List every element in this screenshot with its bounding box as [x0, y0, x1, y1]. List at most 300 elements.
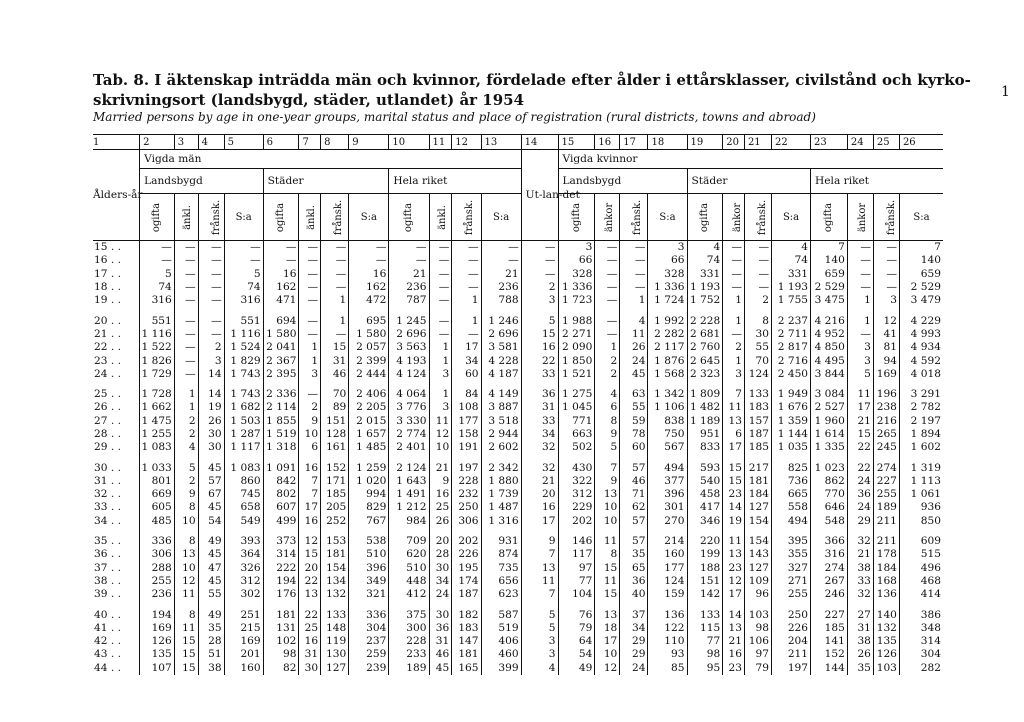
- value-cell: 355: [772, 548, 811, 561]
- value-cell: 665: [772, 488, 811, 501]
- value-cell: —: [299, 328, 321, 341]
- value-cell: 140: [899, 254, 943, 267]
- subheader-label: frånsk.: [632, 199, 644, 236]
- value-cell: 349: [349, 575, 389, 588]
- value-cell: 15: [723, 475, 745, 488]
- value-cell: —: [429, 281, 452, 294]
- value-cell: 4 149: [481, 381, 521, 401]
- value-cell: 7: [299, 488, 321, 501]
- value-cell: 36: [429, 622, 452, 635]
- age-cell: 25 . .: [94, 388, 121, 401]
- value-cell: 182: [452, 601, 481, 621]
- value-cell: 31: [299, 648, 321, 661]
- value-cell: 246: [811, 588, 848, 601]
- value-cell: —: [321, 268, 349, 281]
- value-cell: 32: [847, 528, 873, 548]
- subheader-label: änkor: [604, 202, 616, 233]
- value-cell: 5: [521, 622, 558, 635]
- value-cell: 17: [299, 501, 321, 514]
- value-cell: —: [595, 254, 620, 267]
- value-cell: —: [224, 254, 263, 267]
- value-cell: 1 880: [481, 475, 521, 488]
- value-cell: 11: [723, 528, 745, 548]
- value-cell: 226: [772, 622, 811, 635]
- value-cell: 348: [899, 622, 943, 635]
- value-cell: 1 743: [224, 368, 263, 381]
- value-cell: 3: [847, 341, 873, 354]
- value-cell: 46: [620, 475, 648, 488]
- value-cell: —: [595, 281, 620, 294]
- value-cell: 3 581: [481, 341, 521, 354]
- value-cell: 1 144: [772, 428, 811, 441]
- value-cell: 395: [772, 528, 811, 548]
- value-cell: —: [198, 254, 224, 267]
- value-cell: 1 116: [140, 328, 175, 341]
- age-cell: 26 . .: [94, 401, 121, 414]
- table-subtitle: Married persons by age in one-year groups, marital status and place of registration (rural districts, towns and abroad): [93, 110, 816, 124]
- value-cell: 3: [558, 241, 595, 255]
- value-cell: 331: [772, 268, 811, 281]
- value-cell: 31: [429, 635, 452, 648]
- value-cell: 57: [198, 475, 224, 488]
- value-cell: 658: [224, 501, 263, 514]
- value-cell: —: [389, 254, 429, 267]
- value-cell: 1 743: [224, 381, 263, 401]
- value-cell: 1 949: [772, 381, 811, 401]
- value-cell: 2 271: [558, 328, 595, 341]
- value-cell: 77: [558, 575, 595, 588]
- value-cell: 127: [744, 501, 771, 514]
- value-cell: 30: [198, 441, 224, 454]
- value-cell: 1 568: [648, 368, 687, 381]
- value-cell: 2 057: [349, 341, 389, 354]
- value-cell: 5: [521, 601, 558, 621]
- value-cell: 540: [687, 475, 723, 488]
- value-cell: 227: [811, 601, 848, 621]
- value-cell: 548: [811, 515, 848, 528]
- value-cell: 2 336: [263, 381, 299, 401]
- value-cell: 551: [140, 307, 175, 327]
- value-cell: 1: [174, 401, 198, 414]
- value-cell: —: [429, 254, 452, 267]
- value-cell: 1 809: [687, 381, 723, 401]
- value-cell: 45: [198, 454, 224, 474]
- value-cell: 140: [873, 601, 899, 621]
- value-cell: 74: [224, 281, 263, 294]
- value-cell: 255: [140, 575, 175, 588]
- value-cell: 177: [452, 415, 481, 428]
- value-cell: 502: [558, 441, 595, 454]
- value-cell: 35: [620, 548, 648, 561]
- value-cell: 1 724: [648, 294, 687, 307]
- value-cell: 2 323: [687, 368, 723, 381]
- value-cell: 1 521: [558, 368, 595, 381]
- column-number: 6: [263, 135, 299, 150]
- value-cell: —: [595, 307, 620, 327]
- value-cell: 45: [429, 662, 452, 675]
- value-cell: 29: [847, 515, 873, 528]
- subheader-label: ogifta: [151, 202, 163, 233]
- abroad-header: Ut-lan-det: [521, 150, 558, 241]
- value-cell: 4: [772, 241, 811, 255]
- subheader-label: änkl.: [181, 205, 193, 230]
- value-cell: 250: [452, 501, 481, 514]
- value-cell: 2 205: [349, 401, 389, 414]
- value-cell: 140: [811, 254, 848, 267]
- value-cell: 7: [595, 454, 620, 474]
- value-cell: 35: [847, 662, 873, 675]
- value-cell: 13: [299, 588, 321, 601]
- value-cell: —: [429, 268, 452, 281]
- value-cell: 4 193: [389, 354, 429, 367]
- value-cell: 15: [723, 454, 745, 474]
- value-cell: —: [595, 241, 620, 255]
- value-cell: 21: [847, 548, 873, 561]
- value-cell: 336: [349, 601, 389, 621]
- value-cell: 1 117: [224, 441, 263, 454]
- value-cell: 14: [198, 368, 224, 381]
- value-cell: 496: [899, 562, 943, 575]
- value-cell: 49: [198, 528, 224, 548]
- value-cell: 255: [772, 588, 811, 601]
- value-cell: 1: [429, 381, 452, 401]
- value-cell: —: [263, 254, 299, 267]
- value-cell: —: [723, 254, 745, 267]
- value-cell: 2 228: [687, 307, 723, 327]
- value-cell: —: [521, 241, 558, 255]
- value-cell: 1 988: [558, 307, 595, 327]
- value-cell: 2: [198, 341, 224, 354]
- column-number: 11: [429, 135, 452, 150]
- men-towns-sum-header: [349, 194, 389, 241]
- value-cell: 16: [349, 268, 389, 281]
- value-cell: 1 855: [263, 415, 299, 428]
- value-cell: —: [481, 241, 521, 255]
- value-cell: 41: [873, 328, 899, 341]
- value-cell: 51: [198, 648, 224, 661]
- value-cell: 3: [299, 368, 321, 381]
- value-cell: 159: [648, 588, 687, 601]
- value-cell: 126: [873, 648, 899, 661]
- value-cell: 9: [521, 528, 558, 548]
- value-cell: 79: [744, 662, 771, 675]
- value-cell: 81: [873, 341, 899, 354]
- value-cell: 21: [481, 268, 521, 281]
- value-cell: —: [349, 241, 389, 255]
- value-cell: 1 083: [224, 454, 263, 474]
- value-cell: 1 960: [811, 415, 848, 428]
- value-cell: 251: [224, 601, 263, 621]
- value-cell: —: [174, 281, 198, 294]
- value-cell: —: [452, 241, 481, 255]
- table-row: [93, 268, 943, 281]
- value-cell: —: [174, 328, 198, 341]
- value-cell: 16: [263, 268, 299, 281]
- value-cell: 106: [744, 635, 771, 648]
- value-cell: —: [349, 254, 389, 267]
- value-cell: 833: [687, 441, 723, 454]
- table-row: [93, 428, 943, 441]
- value-cell: 3: [429, 368, 452, 381]
- value-cell: 220: [687, 528, 723, 548]
- value-cell: 211: [873, 528, 899, 548]
- value-cell: 49: [198, 601, 224, 621]
- value-cell: 15: [299, 548, 321, 561]
- value-cell: 130: [321, 648, 349, 661]
- age-cell: 42 . .: [94, 635, 121, 648]
- value-cell: 11: [847, 381, 873, 401]
- value-cell: 3 844: [811, 368, 848, 381]
- value-cell: 143: [744, 548, 771, 561]
- value-cell: 393: [224, 528, 263, 548]
- men-towns-sub-header: [263, 194, 299, 241]
- value-cell: 274: [811, 562, 848, 575]
- men-total-sub-header: [389, 194, 429, 241]
- value-cell: 1 826: [140, 354, 175, 367]
- table-row: [93, 548, 943, 561]
- value-cell: 6: [595, 401, 620, 414]
- value-cell: 40: [620, 588, 648, 601]
- table-row: [93, 341, 943, 354]
- value-cell: —: [429, 241, 452, 255]
- value-cell: 20: [521, 488, 558, 501]
- value-cell: 646: [811, 501, 848, 514]
- value-cell: 2: [174, 415, 198, 428]
- value-cell: 74: [772, 254, 811, 267]
- value-cell: 19: [723, 515, 745, 528]
- value-cell: 375: [389, 601, 429, 621]
- value-cell: 126: [140, 635, 175, 648]
- value-cell: 1 580: [349, 328, 389, 341]
- value-cell: 134: [321, 575, 349, 588]
- value-cell: 1 342: [648, 381, 687, 401]
- table-row: [93, 454, 943, 474]
- women-total-header: Hela riket: [811, 169, 943, 194]
- value-cell: 7: [723, 381, 745, 401]
- men-rural-header: Landsbygd: [140, 169, 264, 194]
- value-cell: 1 020: [349, 475, 389, 488]
- value-cell: 236: [481, 281, 521, 294]
- value-cell: 1 522: [140, 341, 175, 354]
- column-number: 4: [198, 135, 224, 150]
- value-cell: —: [174, 294, 198, 307]
- value-cell: 77: [687, 635, 723, 648]
- value-cell: 146: [558, 528, 595, 548]
- value-cell: 366: [811, 528, 848, 548]
- men-total-sub-header: [429, 194, 452, 241]
- value-cell: —: [299, 381, 321, 401]
- value-cell: 55: [198, 588, 224, 601]
- value-cell: 1: [429, 341, 452, 354]
- women-rural-sub-header: [620, 194, 648, 241]
- value-cell: —: [620, 254, 648, 267]
- value-cell: 33: [521, 368, 558, 381]
- value-cell: 36: [521, 381, 558, 401]
- value-cell: 838: [648, 415, 687, 428]
- value-cell: 96: [744, 588, 771, 601]
- value-cell: 412: [389, 588, 429, 601]
- value-cell: 79: [558, 622, 595, 635]
- value-cell: 233: [389, 648, 429, 661]
- value-cell: 132: [321, 588, 349, 601]
- value-cell: 2 124: [389, 454, 429, 474]
- value-cell: —: [299, 254, 321, 267]
- value-cell: 3: [873, 294, 899, 307]
- women-towns-sub-header: [687, 194, 723, 241]
- value-cell: 1: [299, 354, 321, 367]
- value-cell: 1 193: [772, 281, 811, 294]
- value-cell: 17: [452, 341, 481, 354]
- value-cell: 304: [349, 622, 389, 635]
- value-cell: 694: [263, 307, 299, 327]
- subheader-label: änkor: [732, 202, 744, 233]
- value-cell: 2 944: [481, 428, 521, 441]
- value-cell: 21: [847, 415, 873, 428]
- value-cell: 1 106: [648, 401, 687, 414]
- value-cell: 54: [198, 515, 224, 528]
- value-cell: 237: [349, 635, 389, 648]
- value-cell: 12: [174, 575, 198, 588]
- value-cell: 15: [321, 341, 349, 354]
- value-cell: 65: [620, 562, 648, 575]
- value-cell: —: [299, 307, 321, 327]
- value-cell: 45: [198, 548, 224, 561]
- table-row: [93, 241, 943, 255]
- value-cell: 4 064: [389, 381, 429, 401]
- table-row: [93, 475, 943, 488]
- value-cell: 12: [429, 428, 452, 441]
- value-cell: 22: [299, 601, 321, 621]
- value-cell: 54: [558, 648, 595, 661]
- value-cell: 25: [299, 622, 321, 635]
- value-cell: 771: [558, 415, 595, 428]
- value-cell: 3 563: [389, 341, 429, 354]
- value-cell: 2 529: [899, 281, 943, 294]
- value-cell: 59: [620, 415, 648, 428]
- value-cell: 10: [174, 562, 198, 575]
- value-cell: 288: [140, 562, 175, 575]
- women-rural-sum-header: [648, 194, 687, 241]
- value-cell: 38: [198, 662, 224, 675]
- column-number: 16: [595, 135, 620, 150]
- value-cell: 4 934: [899, 341, 943, 354]
- value-cell: —: [873, 281, 899, 294]
- value-cell: 89: [321, 401, 349, 414]
- value-cell: 1 894: [899, 428, 943, 441]
- value-cell: 860: [224, 475, 263, 488]
- value-cell: 1 475: [140, 415, 175, 428]
- table-row: [93, 601, 943, 621]
- value-cell: 1 255: [140, 428, 175, 441]
- value-cell: 22: [521, 354, 558, 367]
- value-cell: 127: [744, 562, 771, 575]
- value-cell: —: [263, 241, 299, 255]
- table-row: [93, 294, 943, 307]
- table-title: Tab. 8. I äktenskap inträdda män och kvinnor, fördelade efter ålder i ettårsklasser, civilstånd och kyrko-skrivningsort (landsbygd, städer, utlandet) år 1954: [93, 71, 971, 109]
- men-towns-sub-header: [321, 194, 349, 241]
- column-number: 9: [349, 135, 389, 150]
- value-cell: 1 728: [140, 381, 175, 401]
- value-cell: 659: [811, 268, 848, 281]
- table-row: [93, 254, 943, 267]
- age-cell: 30 . .: [94, 461, 121, 474]
- value-cell: 103: [744, 601, 771, 621]
- value-cell: 2 282: [648, 328, 687, 341]
- value-cell: 10: [174, 515, 198, 528]
- table-row: [93, 281, 943, 294]
- value-cell: —: [744, 241, 771, 255]
- value-cell: 169: [873, 368, 899, 381]
- value-cell: 301: [648, 501, 687, 514]
- value-cell: —: [198, 328, 224, 341]
- value-cell: —: [429, 294, 452, 307]
- value-cell: 227: [873, 475, 899, 488]
- subheader-row: [93, 194, 943, 241]
- value-cell: 196: [873, 381, 899, 401]
- value-cell: 9: [595, 428, 620, 441]
- value-cell: 2 367: [263, 354, 299, 367]
- value-cell: 46: [321, 368, 349, 381]
- value-cell: 12: [595, 662, 620, 675]
- value-cell: 3: [429, 401, 452, 414]
- value-cell: 3 518: [481, 415, 521, 428]
- value-cell: —: [321, 281, 349, 294]
- table-row: [93, 588, 943, 601]
- column-number-row: [93, 135, 943, 150]
- value-cell: 26: [198, 415, 224, 428]
- value-cell: —: [847, 254, 873, 267]
- value-cell: 2 406: [349, 381, 389, 401]
- value-cell: 2 342: [481, 454, 521, 474]
- value-cell: —: [299, 294, 321, 307]
- value-cell: 5: [224, 268, 263, 281]
- value-cell: 458: [687, 488, 723, 501]
- value-cell: 1 287: [224, 428, 263, 441]
- value-cell: 74: [687, 254, 723, 267]
- value-cell: —: [723, 281, 745, 294]
- value-cell: 695: [349, 307, 389, 327]
- column-number: 25: [873, 135, 899, 150]
- men-group-header: Vigda män: [140, 150, 522, 169]
- value-cell: —: [140, 241, 175, 255]
- value-cell: 2: [595, 354, 620, 367]
- column-number: 5: [224, 135, 263, 150]
- value-cell: 144: [811, 662, 848, 675]
- value-cell: 316: [224, 294, 263, 307]
- value-cell: 259: [349, 648, 389, 661]
- age-cell: 24 . .: [94, 367, 121, 380]
- value-cell: 11: [595, 528, 620, 548]
- value-cell: 460: [481, 648, 521, 661]
- value-cell: 326: [224, 562, 263, 575]
- value-cell: 36: [620, 575, 648, 588]
- value-cell: 267: [811, 575, 848, 588]
- value-cell: 119: [321, 635, 349, 648]
- value-cell: 874: [481, 548, 521, 561]
- value-cell: 2: [595, 368, 620, 381]
- value-cell: —: [321, 328, 349, 341]
- value-cell: 1 682: [224, 401, 263, 414]
- value-cell: 12: [723, 575, 745, 588]
- table-row: [93, 562, 943, 575]
- value-cell: 936: [899, 501, 943, 514]
- value-cell: 2 090: [558, 341, 595, 354]
- value-cell: 736: [772, 475, 811, 488]
- value-cell: 197: [452, 454, 481, 474]
- subheader-label: S:a: [493, 212, 510, 223]
- value-cell: 135: [873, 635, 899, 648]
- value-cell: 4 187: [481, 368, 521, 381]
